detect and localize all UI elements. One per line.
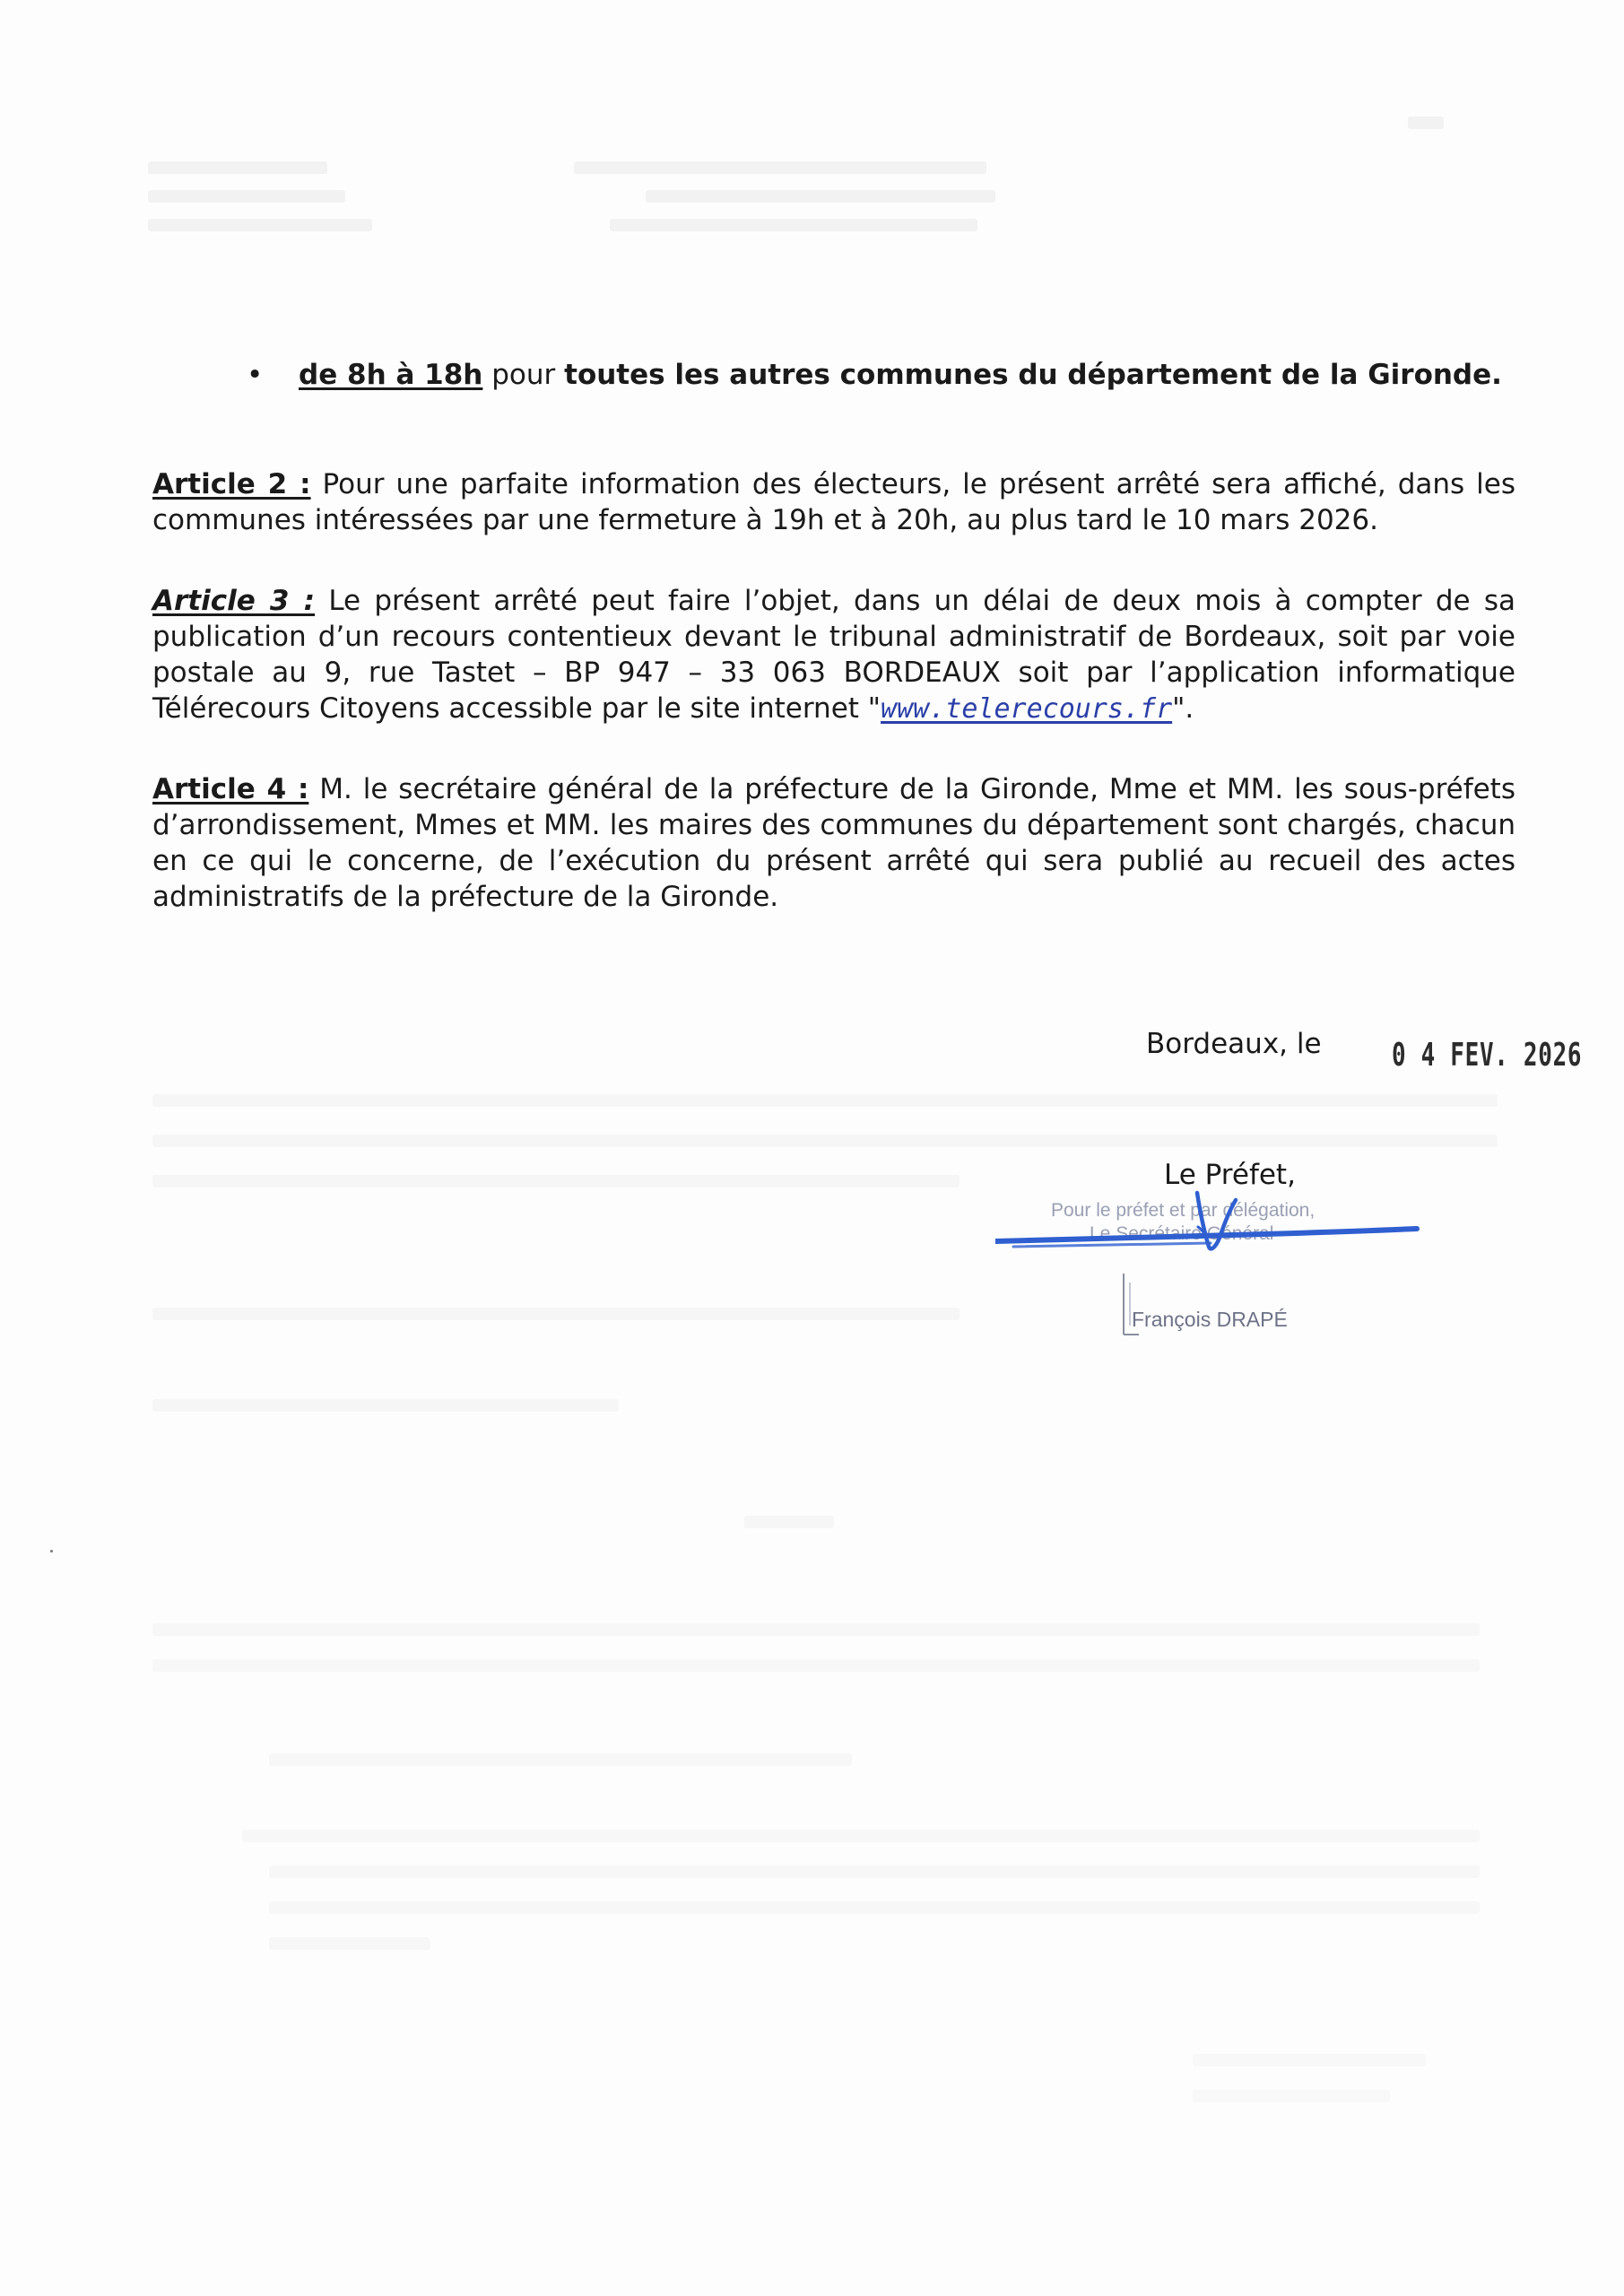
article-3 <box>152 583 1515 727</box>
bleed-through-mark <box>1193 2090 1390 2102</box>
bleed-through-mark <box>269 1937 430 1950</box>
bleed-through-mark <box>574 161 986 174</box>
date-stamp: 0 4 FEV. 2026 <box>1392 1037 1583 1074</box>
bullet-connector: pour <box>482 359 565 391</box>
bleed-through-mark <box>152 1135 1498 1147</box>
article-4-label: Article 4 : <box>152 773 309 805</box>
delegation-stamp-line: Pour le préfet et par délégation, <box>1051 1200 1316 1221</box>
article-3-label: Article 3 : <box>152 585 316 617</box>
article-2-text: Pour une parfaite information des électeurs, le présent arrêté sera affiché, dans les communes intéressées par une fermeture à 19h et à 20h, au plus tard le 10 mars 2026. <box>152 468 1515 536</box>
bullet-hours: de 8h à 18h <box>299 359 483 391</box>
bleed-through-mark <box>269 1866 1480 1878</box>
bleed-through-mark <box>152 1623 1480 1636</box>
signing-place: Bordeaux, le <box>1146 1028 1322 1060</box>
telerecours-link[interactable]: www.telerecours.fr <box>881 693 1173 725</box>
scan-speck <box>50 1550 53 1552</box>
article-3-text: Le présent arrêté peut faire l’objet, dans un délai de deux mois à compter de sa publication d’un recours contentieux devant le tribunal administratif de Bordeaux, soit par voie postale au 9, rue Tastet – BP 947 – 33 063 BORDEAUX soit par l’application informatique Télérecours Citoyens accessible par le site internet " <box>152 585 1515 725</box>
article-4-text: M. le secrétaire général de la préfecture de la Gironde, Mme et MM. les sous-préfets d’arrondissement, Mmes et MM. les maires des communes du département sont chargés, chacun en ce qui le concerne, de l’exécution du présent arrêté qui sera publié au recueil des actes administratifs de la préfecture de la Gironde. <box>152 773 1515 913</box>
bullet-marker: • <box>247 359 264 391</box>
bleed-through-mark <box>1408 117 1444 129</box>
signer-title: Le Préfet, <box>1164 1159 1296 1191</box>
bleed-through-mark <box>148 161 327 174</box>
delegation-stamp-title: Le Secrétaire Général <box>1090 1223 1274 1244</box>
article-2-label: Article 2 : <box>152 468 311 500</box>
bleed-through-mark <box>646 190 995 203</box>
bleed-through-mark <box>242 1830 1480 1842</box>
bullet-item <box>247 359 1502 391</box>
bleed-through-mark <box>152 1175 960 1187</box>
bleed-through-mark <box>610 219 977 231</box>
bleed-through-mark <box>152 1308 960 1320</box>
bleed-through-mark <box>1193 2054 1426 2066</box>
article-4 <box>152 771 1515 915</box>
bleed-through-mark <box>269 1753 852 1766</box>
bleed-through-mark <box>152 1094 1498 1107</box>
article-3-end: ". <box>1172 692 1194 725</box>
bleed-through-mark <box>269 1901 1480 1914</box>
bleed-through-mark <box>148 190 345 203</box>
bleed-through-mark <box>152 1659 1480 1672</box>
article-2 <box>152 466 1515 538</box>
bleed-through-mark <box>152 1399 619 1412</box>
bullet-scope: toutes les autres communes du département de la Gironde. <box>564 359 1502 391</box>
signer-name: François DRAPÉ <box>1132 1308 1288 1331</box>
bleed-through-mark <box>744 1516 834 1528</box>
bleed-through-mark <box>148 219 372 231</box>
